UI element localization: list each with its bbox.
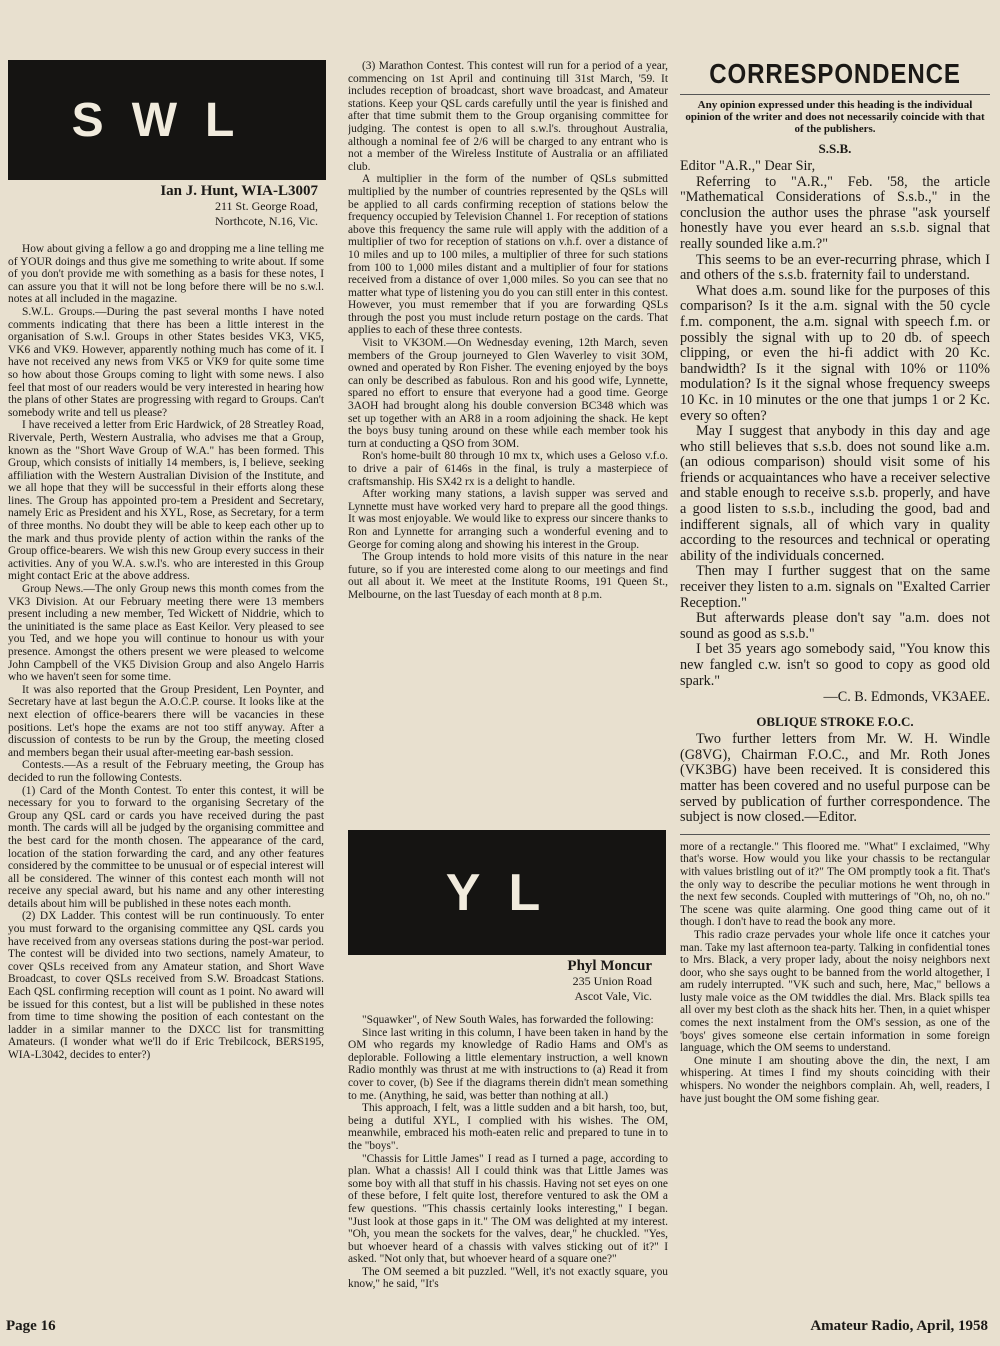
yl-continued-body	[680, 841, 990, 1105]
divider	[680, 834, 990, 835]
swl-paragraph: After working many stations, a lavish supper was served and Lynnette must have worked very hard to prepare all the good things. It was most enjoyable. We would like to express our sincere thanks to Ron and Lynnette for arranging such a wonderful evening and to George for coming along and showing his interest in the Group.	[348, 488, 668, 551]
oblique-stroke-note	[680, 732, 990, 826]
yl-byline	[348, 959, 652, 1004]
swl-continued-body	[348, 60, 668, 820]
swl-byline	[2, 184, 318, 229]
page-number: Page 16	[6, 1318, 56, 1334]
swl-body	[2, 243, 328, 1062]
correspondence-title: CORRESPONDENCE	[709, 58, 961, 89]
oblique-stroke-heading: OBLIQUE STROKE F.O.C.	[756, 714, 914, 730]
letter-paragraph: Editor "A.R.," Dear Sir,	[680, 158, 816, 174]
letter-paragraph: What does a.m. sound like for the purposes of this comparison? Is it the a.m. signal with the 50 cycle f.m. component, the a.m. signal with speech f.m. or possibly the signal with up to 20 db. of speech clipping, or even the hi-fi addict with 20 Kc. bandwidth? Is it the signal with 10% or 110% modulation? Is it the signal whose frequency sweeps 10 Kc. in 10 minutes or the one that jumps 1 or 2 Kc. every so often?	[680, 282, 990, 424]
correspondence-column	[680, 58, 990, 1308]
yl-paragraph: "Chassis for Little James" I read as I turned a page, according to plan. What a chassis! All I could think was that Little James was some boy with all that stuff in his chassis. Having not set eyes on one of these before, I felt quite lost, therefore ventured to ask the OM a few questions. "This chassis certainly looks interesting," I began. "Just look at those gaps in it." The OM was delighted at my interest. "Oh, you mean the sockets for the valves, dear," he chuckled. "Yes, but whoever heard of a chassis with valves sticking out of it?" I asked. "Not only that, but whoever heard of a square one?"	[348, 1152, 668, 1266]
swl-banner: SWL	[8, 60, 326, 180]
swl-paragraph: It was also reported that the Group President, Len Poynter, and Secretary have at last begun the A.O.C.P. course. It looks like at the next election of office-bearers there will be vacancies in these positions. Let's hope the exams are not too stiff anyway. After a discussion of contests to be run by the Group, the meeting closed and members began their usual after-meeting ear-bash session.	[8, 683, 324, 759]
letter-paragraph: I bet 35 years ago somebody said, "You know this new fangled c.w. isn't so good to copy as good old spark."	[680, 641, 990, 689]
swl-paragraph: (1) Card of the Month Contest. To enter this contest, it will be necessary for you to forward to the organising Secretary of the Group any QSL card or cards you have received during the past month. The cards will all be judged by the organising committee and the best card for the month chosen. The appearance of the card, location of the station forwarding the card, and any other features considered by the committee to be unusual or of especial interest will all be considered. The winner of this contest each month will not receive any special award, but his name and any other interesting details about him will be published in these notes each month.	[8, 784, 324, 910]
yl-paragraph: "Squawker", of New South Wales, has forwarded the following:	[362, 1014, 654, 1026]
yl-banner: YL	[348, 830, 666, 955]
swl-paragraph: (2) DX Ladder. This contest will be run continuously. To enter you must forward to the organising committee any QSL cards you have received from any overseas stations during the post-war period. The contest will be divided into two sections, namely Amateur, to cover QSLs received from any Amateur station, and Short Wave Broadcast, to cover QSLs received from S.W. Broadcast Stations. Each QSL confirming reception will count as 1 point. No award will be issued for this contest, but a list will be published in these notes from time to time showing the position of each contestant on the ladder in a similar manner to the DXCC list for transmitting Amateurs. (I wonder what we'll do if Eric Trebilcock, BERS195, WIA-L3042, decides to enter?)	[8, 910, 324, 1061]
letter-signature: —C. B. Edmonds, VK3AEE.	[823, 689, 990, 706]
correspondence-disclaimer: Any opinion expressed under this heading is the individual opinion of the writer and does not necessarily coincide with that of the publishers.	[685, 99, 985, 135]
publication-footer: Amateur Radio, April, 1958	[810, 1318, 988, 1334]
ssb-heading: S.S.B.	[818, 141, 852, 156]
ssb-letter	[680, 159, 990, 689]
letter-paragraph: Referring to "A.R.," Feb. '58, the article "Mathematical Considerations of S.s.b.," in the conclusion the author uses the phrase "ask yourself honestly have you ever heard an s.s.b. signal that really sounded like a.m.?"	[680, 173, 990, 252]
yl-paragraph: The OM seemed a bit puzzled. "Well, it's not exactly square, you know," he said, "It's	[348, 1265, 668, 1291]
swl-paragraph: A multiplier in the form of the number of QSLs submitted multiplied by the number of countries represented by the QSLs will be applied to all cards confirming reception of stations below the frequency occupied by Television Channel 1. For reception of stations above this frequency the same rule will apply with the addition of a multiplier of two for reception of stations on v.h.f. over a distance of 10 miles and up to 100 miles, a multiplier of three for such stations from 100 to 1,000 miles distant and a multiplier of four for stations received from a distance of over 1,000 miles. So you can see that no matter what type of listening you do you can still enter in this contest. However, you must remember that if you are forwarding QSLs through the post you must include return postage on the cards. That applies to each of these three contests.	[348, 173, 668, 337]
letter-paragraph: This seems to be an ever-recurring phrase, which I and others of the s.s.b. fraternity fail to understand.	[680, 251, 990, 284]
swl-address-line-2: Northcote, N.16, Vic.	[214, 214, 318, 228]
yl-paragraph: more of a rectangle." This floored me. "What" I exclaimed, "Why that's worse. How would you like your chassis to be rectangular with values bristling out of it?" The OM promptly took a fit. That's the only way to describe the peculiar motions he went through in the next few seconds. Coupled with mutterings of "Oh, no, oh no." The scene was quite alarming. One good thing came out of it though. I don't have to read the book any more.	[680, 840, 990, 929]
swl-paragraph: Visit to VK3OM.—On Wednesday evening, 12th March, seven members of the Group journeyed to Glen Waverley to visit 3OM, owned and operated by Ron Fisher. The evening enjoyed by the boys can only be described as fabulous. Ron and his good wife, Lynnette, spared no effort to ensure that everyone had a good time. George 3AOH had brought along his double conversion BC348 which was set up together with an AR8 in a room adjoining the shack. He kept the boys busy tuning around on these while each member took his turn at conducting a QSO from 3OM.	[348, 337, 668, 450]
yl-paragraph: Since last writing in this column, I have been taken in hand by the OM who regards my knowledge of Radio Hams and OM's as deplorable. Following a little elementary instruction, a well known Radio monthly was thrust at me with instructions to (a) Read it from cover to cover, (b) See if the diagrams therein didn't mean something to me. (Anything, he said, was better than nothing at all.)	[348, 1026, 668, 1102]
swl-paragraph: (3) Marathon Contest. This contest will run for a period of a year, commencing on 1st April and continuing till 31st March, '59. It includes reception of broadcast, short wave broadcast, and Amateur stations. Keep your QSL cards carefully until the year is finished and after that time submit them to the Group organising committee for judging. The contest is open to all s.w.l's. throughout Australia, although a nominal fee of 2/6 will be charged to any entrant who is not a member of the Wireless Institute of Australia or an affiliated club.	[348, 60, 668, 173]
yl-address-line-2: Ascot Vale, Vic.	[574, 989, 652, 1003]
letter-paragraph: Then may I further suggest that on the same receiver they listen to a.m. signals on "Exalted Carrier Reception."	[680, 563, 990, 611]
swl-paragraph: Contests.—As a result of the February meeting, the Group has decided to run the following Contests.	[8, 759, 324, 784]
swl-paragraph: The Group intends to hold more visits of this nature in the near future, so if you are interested come along to our meetings and find out all about it. We meet at the Institute Rooms, 191 Queen St., Melbourne, on the last Tuesday of each month at 8 p.m.	[348, 551, 668, 601]
yl-body	[348, 1014, 668, 1291]
divider	[680, 94, 990, 95]
letter-paragraph: But afterwards please don't say "a.m. does not sound as good as s.s.b."	[680, 610, 990, 642]
swl-address-line-1: 211 St. George Road,	[215, 199, 318, 213]
swl-column	[2, 60, 328, 1310]
swl-paragraph: S.W.L. Groups.—During the past several months I have noted comments indicating that there has been a little interest in the organisation of S.w.l. Groups in other States besides VK3, VK5, VK6 and VK9. However, apparently nothing much has come of it. I have not received any news from VK5 or VK9 for quite some time so how about those Groups coming to light with some news. I also feel that most of our readers would be very interested in hearing how the plans of other States are progressing with regard to Groups. Can't somebody write and tell us please?	[8, 305, 324, 419]
yl-paragraph: One minute I am shouting above the din, the next, I am whispering. At times I find my shouts coinciding with their whispers. No wonder the neighbors complain. Ah, well, readers, I have just bought the OM some fishing gear.	[680, 1054, 990, 1105]
swl-author: Ian J. Hunt, WIA-L3007	[160, 183, 318, 199]
swl-paragraph: Ron's home-built 80 through 10 mx tx, which uses a Geloso v.f.o. to drive a pair of 6146s in the final, is truly a masterpiece of craftsmanship. His SX42 rx is a delight to handle.	[348, 450, 668, 488]
yl-paragraph: This approach, I felt, was a little sudden and a bit harsh, too, but, being a dutiful XYL, I complied with his wishes. The OM, meanwhile, embraced his moth-eaten relic and prepared to tune in to the "boys".	[348, 1102, 668, 1152]
middle-column	[348, 60, 668, 1310]
swl-paragraph: How about giving a fellow a go and dropping me a line telling me of YOUR doings and thus give me something to write about. If some of you don't provide me with something as a basis for these notes, I can assure you that it will not be long before there will be no s.w.l. notes at all included in the magazine.	[8, 243, 324, 306]
yl-author: Phyl Moncur	[567, 958, 652, 974]
note-paragraph: Two further letters from Mr. W. H. Windle (G8VG), Chairman F.O.C., and Mr. Roth Jones (VK3BG) have been received. It is considered this matter has been covered and no useful purpose can be served by publication of further correspondence. The subject is now closed.—Editor.	[680, 731, 990, 826]
swl-paragraph: I have received a letter from Eric Hardwick, of 28 Streatley Road, Rivervale, Perth, Western Australia, who advises me that a Group, known as the "Short Wave Group of W.A." has been formed. This Group, which consists of initially 14 members, is, I believe, seeking affiliation with the Western Australian Division of the Institute, and we all hope that they will be successful in their efforts along these lines. The Group has appointed pro-tem a President and Secretary, namely Eric as President and his XYL, Rose, as Secretary, for a term of three months. No doubt they will be able to keep each other up to the mark and thus provide plenty of action within the ranks of the Group office-bearers. We wish this new Group every success in their activities. Any of you W.A. s.w.l's. who are interested in this Group might contact Eric at the above address.	[8, 419, 324, 583]
swl-paragraph: Group News.—The only Group news this month comes from the VK3 Division. At our February meeting there were 13 members present including a new member, Ted Wickett of Niddrie, which to the uninitiated is the same place as East Keilor. Very pleased to see you Ted, and we hope you will continue to honour us with your presence. Amongst the others present we were pleased to welcome John Campbell of the VK5 Division Group and also Angelo Harris who we haven't seen for some time.	[8, 583, 324, 684]
yl-paragraph: This radio craze pervades your whole life once it catches your man. Take my last afternoon tea-party. Talking in confidential tones to Mrs. Black, a very proper lady, about the noisy neighbors next door, who she says ought to be banned from the world altogether, I am rudely interrupted. "VK such and such, here, Mac," bellows a lusty male voice as the OM twiddles the dial. Mrs. Black spills tea all over my best cloth as the shack hits her. Then, in a quiet whisper comes the next instalment from the OM's session, as one of the 'boys' gives someone else certain information in some foreign language, which the OM seems to understand.	[680, 928, 990, 1055]
yl-address-line-1: 235 Union Road	[572, 974, 652, 988]
letter-paragraph: May I suggest that anybody in this day and age who still believes that s.s.b. does not sound like a.m. (an odious comparison) should visit some of his friends or acquaintances who have a receiver selective and stable enough to receive s.s.b. properly, and have a good listen to s.s.b., including the good, bad and indifferent signals, all of which vary in quality according to the resources and technical or operating ability of the individuals concerned.	[680, 423, 990, 564]
